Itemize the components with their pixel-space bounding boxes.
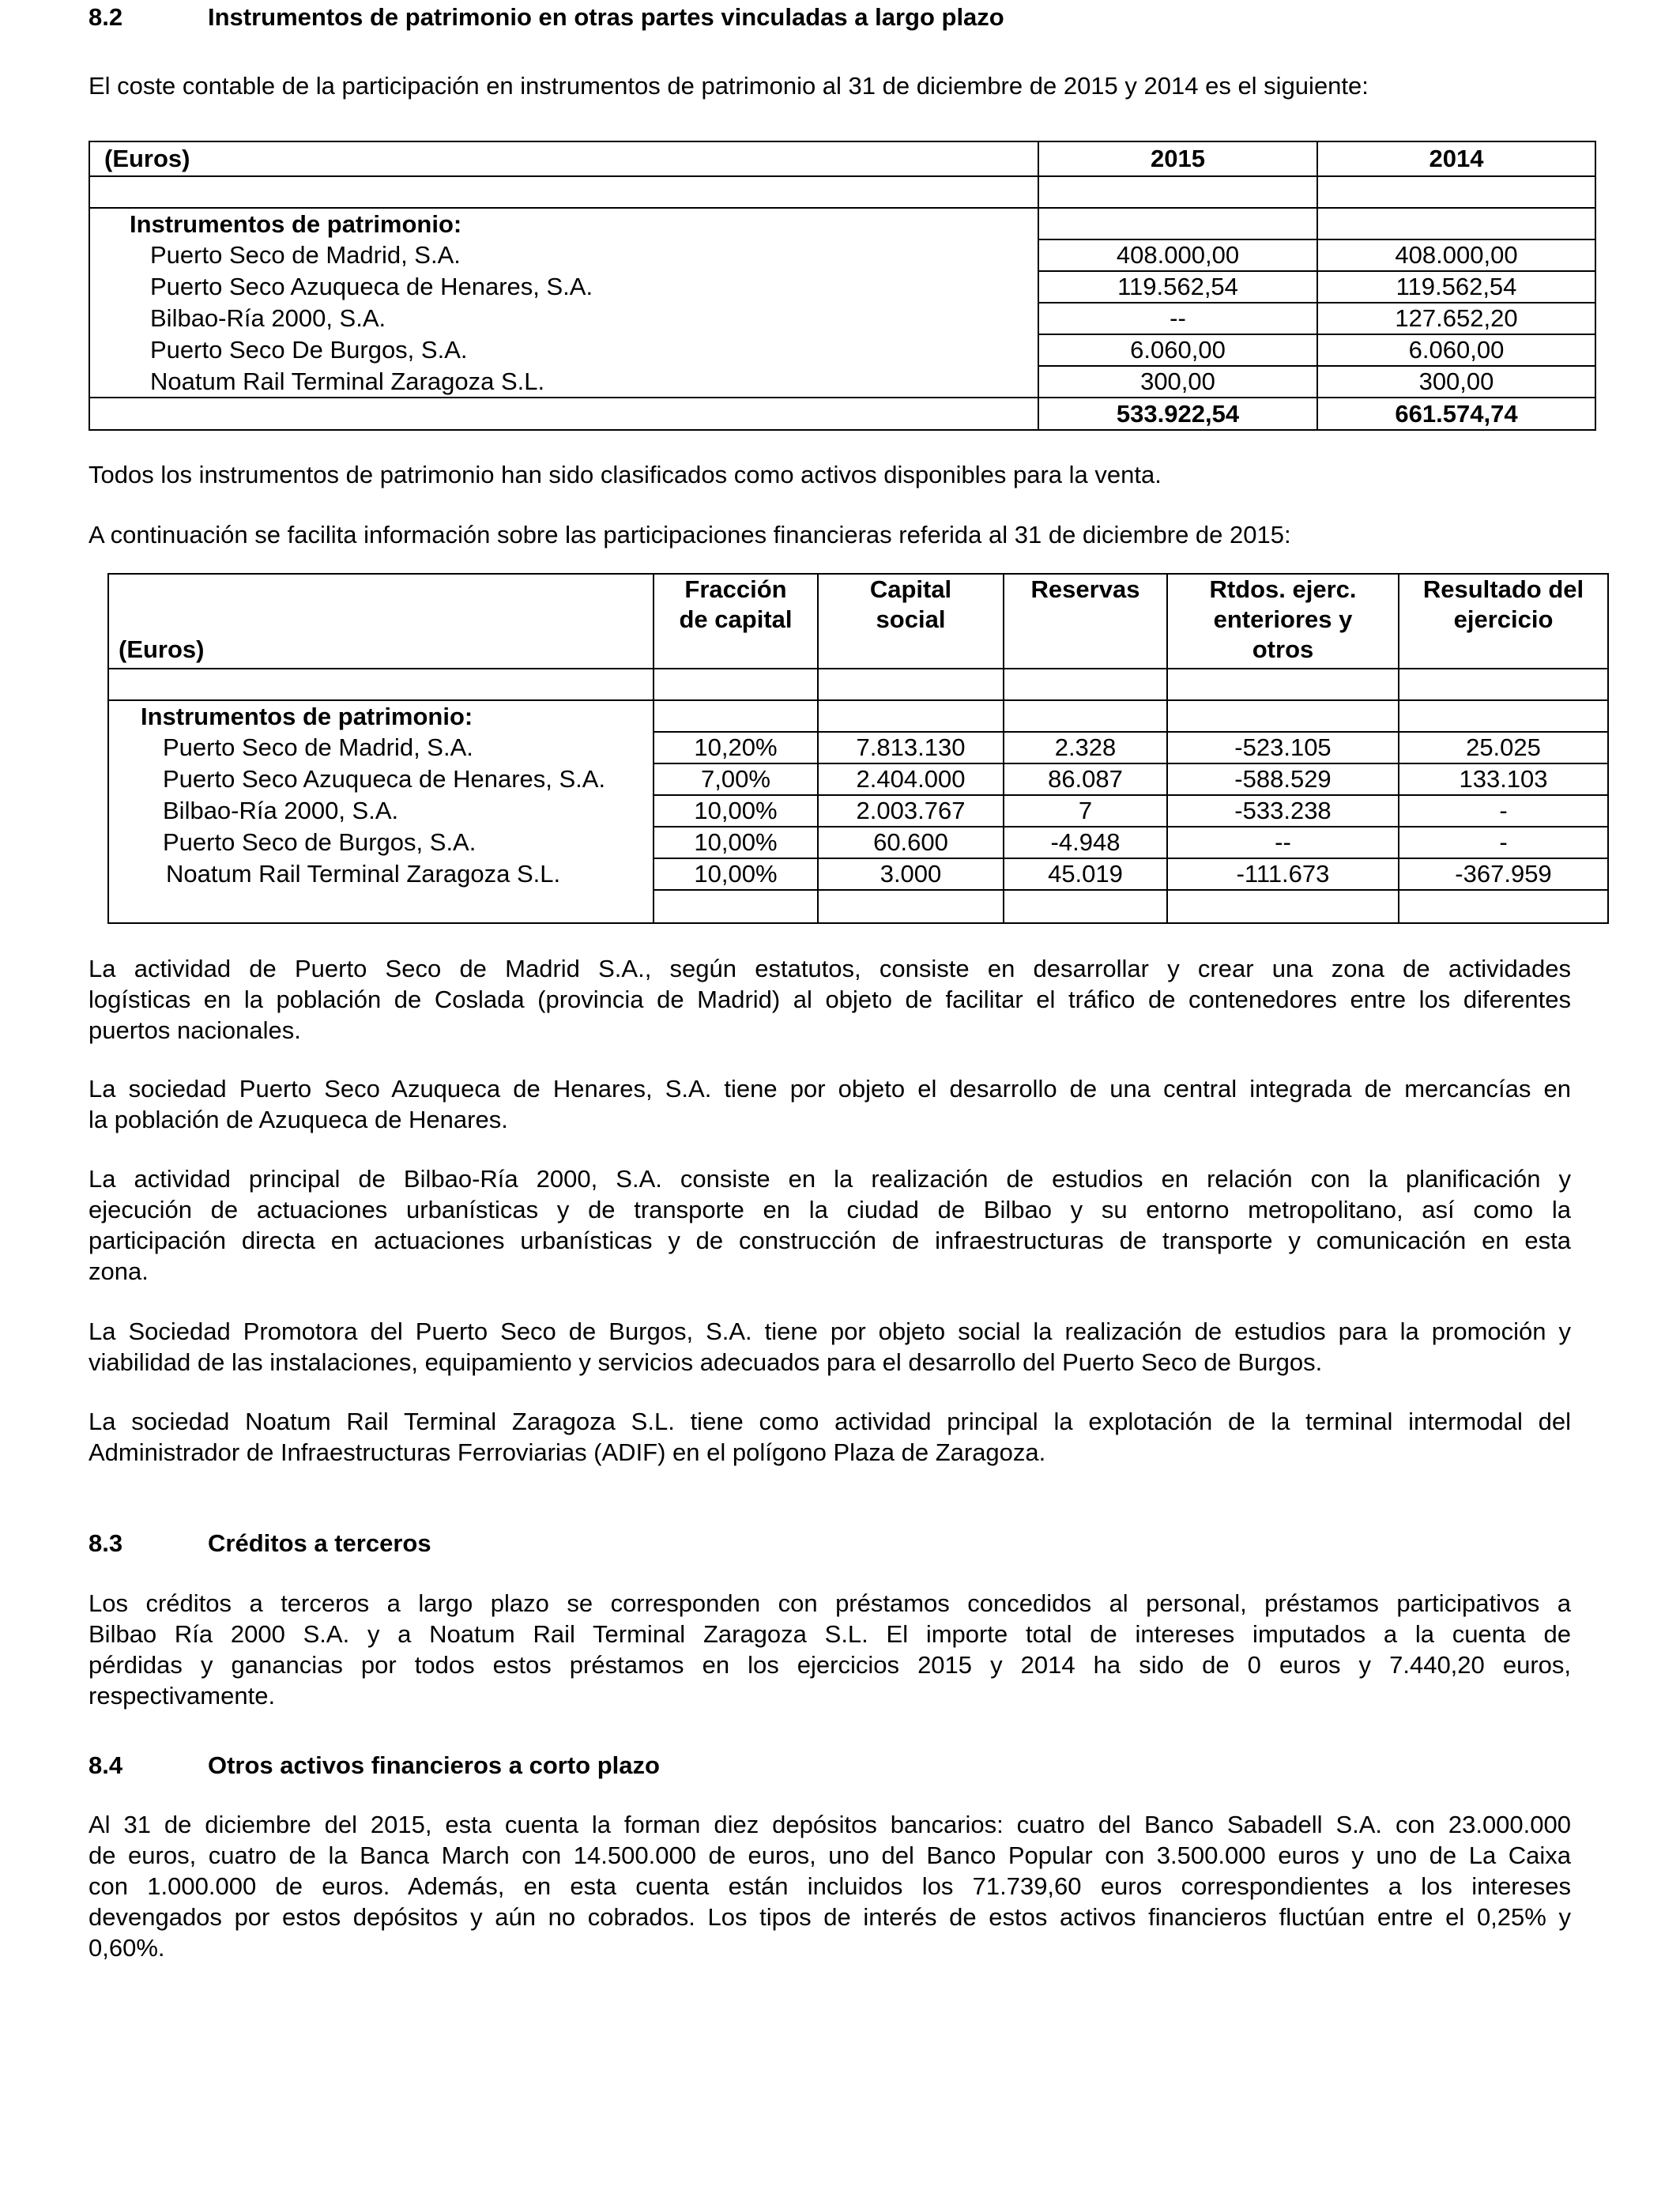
total-2014: 661.574,74 bbox=[1317, 398, 1595, 430]
resultado-value: 25.025 bbox=[1399, 732, 1608, 763]
paragraph-line: la población de Azuqueca de Henares. bbox=[89, 1106, 508, 1133]
paragraph-line: A continuación se facilita información sobre las participaciones financieras referida al 31 de diciembre de 2015: bbox=[89, 521, 1291, 548]
participations-table bbox=[107, 573, 1609, 924]
table-row bbox=[89, 334, 1595, 366]
fraccion-value: 10,00% bbox=[654, 827, 818, 858]
rtdos-value: -588.529 bbox=[1167, 763, 1399, 795]
paragraph-line: pérdidas y ganancias por todos estos préstamos en los ejercicios 2015 y 2014 ha sido de 0 euros y 7.440,20 euros, bbox=[89, 1651, 1571, 1679]
section-8-4-heading bbox=[89, 1750, 660, 1781]
value-2015: 300,00 bbox=[1038, 366, 1317, 398]
value-2014: 127.652,20 bbox=[1317, 303, 1595, 334]
resultado-value: - bbox=[1399, 795, 1608, 827]
paragraph-line: de euros, cuatro de la Banca March con 14.500.000 de euros, uno del Banco Popular con 3.500.000 euros y uno de La Caixa bbox=[89, 1842, 1571, 1869]
value-2014: 6.060,00 bbox=[1317, 334, 1595, 366]
value-2014: 119.562,54 bbox=[1317, 271, 1595, 303]
rtdos-value: -533.238 bbox=[1167, 795, 1399, 827]
paragraph-line: La Sociedad Promotora del Puerto Seco de Burgos, S.A. tiene por objeto social la realización de estudios para la promoción y bbox=[89, 1318, 1571, 1345]
group-label: Instrumentos de patrimonio: bbox=[108, 700, 654, 732]
section-title: Créditos a terceros bbox=[208, 1529, 431, 1557]
reservas-value: 7 bbox=[1004, 795, 1167, 827]
table-row bbox=[89, 176, 1595, 208]
table-row bbox=[108, 732, 1608, 763]
rtdos-value: -111.673 bbox=[1167, 858, 1399, 890]
intro-paragraph bbox=[89, 70, 1571, 101]
value-2014: 408.000,00 bbox=[1317, 239, 1595, 271]
paragraph-creditos bbox=[89, 1588, 1571, 1711]
paragraph-line: La sociedad Puerto Seco Azuqueca de Henares, S.A. tiene por objeto el desarrollo de una central integrada de mercancías en bbox=[89, 1075, 1571, 1103]
paragraph-line: Administrador de Infraestructuras Ferroviarias (ADIF) en el polígono Plaza de Zaragoza. bbox=[89, 1438, 1046, 1466]
note-paragraph bbox=[89, 459, 1571, 490]
paragraph-bilbao bbox=[89, 1163, 1571, 1287]
paragraph-line: El coste contable de la participación en instrumentos de patrimonio al 31 de diciembre de 2015 y 2014 es el siguiente: bbox=[89, 72, 1369, 100]
capital-value: 7.813.130 bbox=[818, 732, 1004, 763]
table-row bbox=[108, 858, 1608, 890]
paragraph-line: Bilbao Ría 2000 S.A. y a Noatum Rail Terminal Zaragoza S.L. El importe total de intereses imputados a la cuenta de bbox=[89, 1620, 1571, 1648]
paragraph-madrid bbox=[89, 953, 1571, 1046]
company-name: Puerto Seco Azuqueca de Henares, S.A. bbox=[108, 763, 654, 795]
table-total-row bbox=[89, 398, 1595, 430]
table-row bbox=[108, 827, 1608, 858]
table-row bbox=[89, 271, 1595, 303]
section-number: 8.4 bbox=[89, 1751, 123, 1779]
total-2015: 533.922,54 bbox=[1038, 398, 1317, 430]
table-row bbox=[89, 303, 1595, 334]
header-label: (Euros) bbox=[89, 141, 1038, 176]
section-number: 8.2 bbox=[89, 3, 123, 31]
paragraph-line: devengados por estos depósitos y aún no cobrados. Los tipos de interés de estos activos financieros fluctúan entre el 0,25% y bbox=[89, 1903, 1571, 1931]
header-fraccion: Fracción de capital bbox=[654, 574, 818, 669]
table-row bbox=[89, 366, 1595, 398]
paragraph-line: logísticas en la población de Coslada (provincia de Madrid) al objeto de facilitar el tráfico de contenedores entre los diferentes bbox=[89, 986, 1571, 1013]
table-row bbox=[108, 763, 1608, 795]
section-title: Instrumentos de patrimonio en otras partes vinculadas a largo plazo bbox=[208, 3, 1004, 31]
header-reservas: Reservas bbox=[1004, 574, 1167, 669]
company-name: Noatum Rail Terminal Zaragoza S.L. bbox=[108, 858, 654, 890]
section-8-3-heading bbox=[89, 1528, 431, 1559]
paragraph-line: 0,60%. bbox=[89, 1934, 165, 1962]
table-header-row bbox=[89, 141, 1595, 176]
section-number: 8.3 bbox=[89, 1529, 123, 1557]
company-name: Puerto Seco de Burgos, S.A. bbox=[108, 827, 654, 858]
value-2015: 6.060,00 bbox=[1038, 334, 1317, 366]
company-name: Bilbao-Ría 2000, S.A. bbox=[89, 303, 1038, 334]
header-2014: 2014 bbox=[1317, 141, 1595, 176]
company-name: Puerto Seco Azuqueca de Henares, S.A. bbox=[89, 271, 1038, 303]
company-name: Noatum Rail Terminal Zaragoza S.L. bbox=[89, 366, 1038, 398]
company-name: Puerto Seco de Madrid, S.A. bbox=[108, 732, 654, 763]
rtdos-value: -523.105 bbox=[1167, 732, 1399, 763]
capital-value: 2.404.000 bbox=[818, 763, 1004, 795]
intro2-paragraph bbox=[89, 519, 1571, 550]
group-label: Instrumentos de patrimonio: bbox=[89, 208, 1038, 239]
resultado-value: -367.959 bbox=[1399, 858, 1608, 890]
company-name: Puerto Seco de Madrid, S.A. bbox=[89, 239, 1038, 271]
paragraph-line: La actividad principal de Bilbao-Ría 2000, S.A. consiste en la realización de estudios en relación con la planificación y bbox=[89, 1165, 1571, 1193]
table-row bbox=[108, 795, 1608, 827]
paragraph-line: puertos nacionales. bbox=[89, 1016, 301, 1044]
table-row bbox=[108, 890, 1608, 923]
company-name: Puerto Seco De Burgos, S.A. bbox=[89, 334, 1038, 366]
capital-value: 3.000 bbox=[818, 858, 1004, 890]
paragraph-line: participación directa en actuaciones urbanísticas y de construcción de infraestructuras de transporte y comunicación en esta bbox=[89, 1227, 1571, 1254]
header-capital: Capital social bbox=[818, 574, 1004, 669]
fraccion-value: 7,00% bbox=[654, 763, 818, 795]
section-title: Otros activos financieros a corto plazo bbox=[208, 1751, 660, 1779]
header-2015: 2015 bbox=[1038, 141, 1317, 176]
paragraph-line: ejecución de actuaciones urbanísticas y de transporte en la ciudad de Bilbao y su entorno metropolitano, así como la bbox=[89, 1196, 1571, 1223]
value-2015: 119.562,54 bbox=[1038, 271, 1317, 303]
table-row bbox=[89, 239, 1595, 271]
section-8-2-heading bbox=[89, 2, 1004, 32]
paragraph-line: La actividad de Puerto Seco de Madrid S.A., según estatutos, consiste en desarrollar y crear una zona de actividades bbox=[89, 955, 1571, 982]
value-2015: 408.000,00 bbox=[1038, 239, 1317, 271]
cost-table bbox=[89, 141, 1596, 431]
paragraph-otros-activos bbox=[89, 1809, 1571, 1963]
reservas-value: 45.019 bbox=[1004, 858, 1167, 890]
header-label: (Euros) bbox=[108, 574, 654, 669]
value-2014: 300,00 bbox=[1317, 366, 1595, 398]
paragraph-line: con 1.000.000 de euros. Además, en esta cuenta están incluidos los 71.739,60 euros correspondientes a los intereses bbox=[89, 1872, 1571, 1900]
paragraph-azuqueca bbox=[89, 1073, 1571, 1135]
capital-value: 2.003.767 bbox=[818, 795, 1004, 827]
paragraph-line: La sociedad Noatum Rail Terminal Zaragoza S.L. tiene como actividad principal la explotación de la terminal intermodal del bbox=[89, 1408, 1571, 1435]
value-2015: -- bbox=[1038, 303, 1317, 334]
company-name: Bilbao-Ría 2000, S.A. bbox=[108, 795, 654, 827]
paragraph-line: Al 31 de diciembre del 2015, esta cuenta la forman diez depósitos bancarios: cuatro del Banco Sabadell S.A. con 23.000.000 bbox=[89, 1811, 1571, 1838]
header-rtdos: Rtdos. ejerc. enteriores y otros bbox=[1167, 574, 1399, 669]
paragraph-burgos bbox=[89, 1316, 1571, 1378]
paragraph-line: Los créditos a terceros a largo plazo se corresponden con préstamos concedidos al personal, préstamos participativos a bbox=[89, 1589, 1571, 1617]
paragraph-line: Todos los instrumentos de patrimonio han sido clasificados como activos disponibles para la venta. bbox=[89, 461, 1162, 488]
table-group-row bbox=[89, 208, 1595, 239]
table-row bbox=[108, 669, 1608, 700]
resultado-value: - bbox=[1399, 827, 1608, 858]
table-header-row bbox=[108, 574, 1608, 669]
reservas-value: 2.328 bbox=[1004, 732, 1167, 763]
fraccion-value: 10,00% bbox=[654, 795, 818, 827]
paragraph-noatum bbox=[89, 1406, 1571, 1468]
rtdos-value: -- bbox=[1167, 827, 1399, 858]
paragraph-line: zona. bbox=[89, 1257, 149, 1285]
paragraph-line: respectivamente. bbox=[89, 1682, 276, 1710]
resultado-value: 133.103 bbox=[1399, 763, 1608, 795]
reservas-value: 86.087 bbox=[1004, 763, 1167, 795]
paragraph-line: viabilidad de las instalaciones, equipamiento y servicios adecuados para el desarrollo del Puerto Seco de Burgos. bbox=[89, 1348, 1323, 1376]
header-resultado: Resultado del ejercicio bbox=[1399, 574, 1608, 669]
fraccion-value: 10,20% bbox=[654, 732, 818, 763]
table-group-row bbox=[108, 700, 1608, 732]
capital-value: 60.600 bbox=[818, 827, 1004, 858]
reservas-value: -4.948 bbox=[1004, 827, 1167, 858]
fraccion-value: 10,00% bbox=[654, 858, 818, 890]
